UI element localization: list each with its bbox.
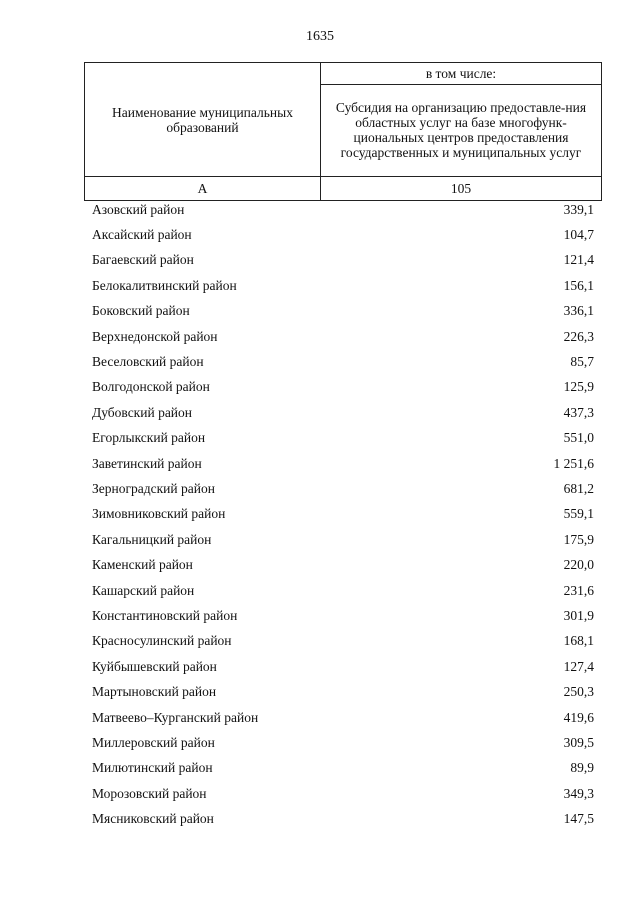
municipality-name: Матвеево–Курганский район: [92, 709, 259, 725]
table-row: [92, 679, 594, 704]
municipality-name: Миллеровский район: [92, 734, 215, 750]
municipality-name: Константиновский район: [92, 607, 238, 623]
header-code-value: 105: [321, 177, 602, 201]
table-row: [92, 552, 594, 577]
municipality-name: Егорлыкский район: [92, 430, 206, 446]
table-row: [92, 349, 594, 374]
header-subsidy: Субсидия на организацию предоставле-ния областных услуг на базе многофунк-циональных центров предоставления государственных и муниципальных услуг: [321, 85, 602, 177]
subsidy-value: 437,3: [563, 404, 594, 420]
subsidy-value: 250,3: [563, 684, 594, 700]
subsidy-value: 125,9: [563, 379, 594, 395]
municipality-name: Веселовский район: [92, 354, 204, 370]
table-row: [92, 603, 594, 628]
subsidy-value: 551,0: [563, 430, 594, 446]
municipality-name: Боковский район: [92, 303, 190, 319]
subsidy-value: 349,3: [563, 785, 594, 801]
municipality-name: Морозовский район: [92, 785, 207, 801]
municipality-name: Белокалитвинский район: [92, 277, 237, 293]
subsidy-value: 419,6: [563, 709, 594, 725]
subsidy-value: 226,3: [563, 328, 594, 344]
table-row: [92, 781, 594, 806]
table-row: [92, 756, 594, 781]
table-body: [92, 197, 594, 832]
subsidy-value: 85,7: [570, 354, 594, 370]
table-row: [92, 426, 594, 451]
municipality-name: Азовский район: [92, 201, 185, 217]
table-row: [92, 730, 594, 755]
subsidy-value: 89,9: [570, 760, 594, 776]
municipality-name: Аксайский район: [92, 227, 192, 243]
table-header: [84, 62, 602, 201]
table-row: [92, 375, 594, 400]
header-including: в том числе:: [321, 63, 602, 85]
table-row: [92, 299, 594, 324]
municipality-name: Кашарский район: [92, 582, 195, 598]
header-municipality-name: Наименование муниципальных образований: [85, 63, 321, 177]
table-row: [92, 324, 594, 349]
subsidy-value: 147,5: [563, 811, 594, 827]
subsidy-value: 121,4: [563, 252, 594, 268]
municipality-name: Волгодонской район: [92, 379, 210, 395]
header-code-name: А: [85, 177, 321, 201]
subsidy-value: 175,9: [563, 531, 594, 547]
subsidy-value: 168,1: [563, 633, 594, 649]
subsidy-value: 1 251,6: [553, 455, 594, 471]
table-row: [92, 248, 594, 273]
page-number: 1635: [306, 29, 334, 44]
table-row: [92, 527, 594, 552]
table-row: [92, 578, 594, 603]
subsidy-value: 156,1: [563, 277, 594, 293]
municipality-name: Кагальницкий район: [92, 531, 212, 547]
municipality-name: Верхнедонской район: [92, 328, 218, 344]
municipality-name: Красносулинский район: [92, 633, 232, 649]
municipality-name: Куйбышевский район: [92, 658, 217, 674]
municipality-name: Заветинский район: [92, 455, 202, 471]
table-row: [92, 629, 594, 654]
subsidy-value: 336,1: [563, 303, 594, 319]
subsidy-value: 127,4: [563, 658, 594, 674]
municipality-name: Зерноградский район: [92, 480, 215, 496]
table-row: [92, 273, 594, 298]
table-row: [92, 806, 594, 831]
subsidy-value: 220,0: [563, 557, 594, 573]
municipality-name: Каменский район: [92, 557, 193, 573]
table-row: [92, 654, 594, 679]
subsidy-value: 104,7: [563, 227, 594, 243]
municipality-name: Мартыновский район: [92, 684, 217, 700]
subsidy-value: 309,5: [563, 734, 594, 750]
table-row: [92, 502, 594, 527]
table-row: [92, 451, 594, 476]
municipality-name: Милютинский район: [92, 760, 213, 776]
table-row: [92, 705, 594, 730]
subsidy-value: 301,9: [563, 607, 594, 623]
municipality-name: Багаевский район: [92, 252, 194, 268]
subsidy-value: 339,1: [563, 201, 594, 217]
table-row: [92, 476, 594, 501]
municipality-name: Мясниковский район: [92, 811, 214, 827]
table-row: [92, 400, 594, 425]
table-row: [92, 197, 594, 222]
municipality-name: Зимовниковский район: [92, 506, 226, 522]
table-row: [92, 222, 594, 247]
municipality-name: Дубовский район: [92, 404, 193, 420]
subsidy-value: 681,2: [563, 480, 594, 496]
subsidy-value: 559,1: [563, 506, 594, 522]
subsidy-value: 231,6: [563, 582, 594, 598]
